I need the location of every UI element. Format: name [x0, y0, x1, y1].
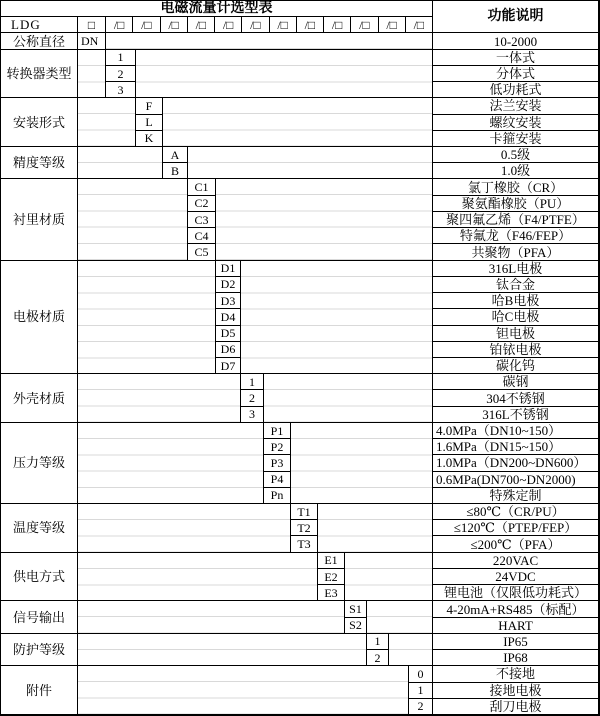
code-cell: P1 [264, 423, 291, 439]
desc-cell: 哈C电极 [433, 309, 599, 325]
model-boxes [106, 17, 433, 33]
model-box: /□ [296, 17, 323, 32]
code-cell: 2 [367, 650, 389, 666]
code-cell: P3 [264, 455, 291, 471]
table-title: 电磁流量计选型表 [1, 1, 433, 17]
desc-cell: 0.5级 [433, 147, 599, 163]
desc-cell: 哈B电极 [433, 293, 599, 309]
code-cell: 0 [409, 666, 433, 682]
code-cell: D4 [216, 309, 241, 325]
group-label: 温度等级 [1, 504, 78, 553]
desc-cell: 特殊定制 [433, 488, 599, 504]
desc-cell: 碳化钨 [433, 358, 599, 374]
code-cell: D1 [216, 261, 241, 277]
desc-cell: 铂铱电极 [433, 342, 599, 358]
desc-cell: 304不锈钢 [433, 390, 599, 406]
model-box: /□ [378, 17, 405, 32]
empty-cell [216, 179, 433, 260]
group-label: 附件 [1, 666, 78, 715]
desc-cell: ≤120℃（PTEP/FEP） [433, 520, 599, 536]
desc-cell: 聚四氟乙烯（F4/PTFE） [433, 212, 599, 228]
code-cell: 1 [106, 50, 136, 66]
desc-cell: 1.0级 [433, 163, 599, 179]
code-cell: E2 [318, 569, 345, 585]
desc-cell: 接地电极 [433, 683, 599, 699]
empty-cell [78, 179, 188, 260]
code-cell: K [136, 131, 163, 147]
group-label: 安装形式 [1, 98, 78, 147]
desc-cell: IP65 [433, 634, 599, 650]
model-box: /□ [405, 17, 432, 32]
desc-cell: 316L电极 [433, 261, 599, 277]
empty-cell [78, 98, 136, 147]
group-label: 外壳材质 [1, 374, 78, 423]
desc-header: 功能说明 [433, 1, 599, 33]
code-cell: 2 [241, 390, 264, 406]
desc-cell: HART [433, 618, 599, 634]
empty-cell [78, 423, 264, 504]
desc-cell: 法兰安装 [433, 98, 599, 114]
code-cell: 1 [367, 634, 389, 650]
code-cell: B [163, 163, 188, 179]
code-cell: 3 [106, 82, 136, 98]
desc-cell: IP68 [433, 650, 599, 666]
code-cell: T3 [291, 536, 318, 552]
model-first-box: □ [78, 17, 106, 33]
code-cell: C5 [188, 244, 216, 260]
desc-cell: 钽电极 [433, 326, 599, 342]
code-cell: A [163, 147, 188, 163]
model-box: /□ [350, 17, 377, 32]
model-box: /□ [269, 17, 296, 32]
model-box: /□ [160, 17, 187, 32]
desc-cell: 氯丁橡胶（CR） [433, 179, 599, 195]
empty-cell [345, 553, 433, 602]
model-prefix: LDG [1, 17, 78, 33]
model-box: /□ [132, 17, 159, 32]
code-cell: S1 [345, 601, 367, 617]
empty-cell [78, 601, 345, 633]
code-cell: C2 [188, 196, 216, 212]
desc-cell: 共聚物（PFA） [433, 244, 599, 260]
desc-cell: 1.0MPa（DN200~DN600） [433, 455, 599, 471]
code-cell: T1 [291, 504, 318, 520]
empty-cell [163, 98, 433, 147]
model-box: /□ [323, 17, 350, 32]
empty-cell [367, 601, 433, 633]
code-cell: P4 [264, 472, 291, 488]
desc-cell: 24VDC [433, 569, 599, 585]
code-cell: D2 [216, 277, 241, 293]
code-cell: D6 [216, 342, 241, 358]
group-label: 压力等级 [1, 423, 78, 504]
group-label: 供电方式 [1, 553, 78, 602]
code-cell: 2 [409, 699, 433, 715]
desc-cell: 316L不锈钢 [433, 407, 599, 423]
code-cell: S2 [345, 618, 367, 634]
empty-cell [188, 147, 433, 179]
model-box: /□ [113, 17, 125, 32]
model-box: /□ [241, 17, 268, 32]
group-label: 信号输出 [1, 601, 78, 633]
desc-cell: 10-2000 [433, 33, 599, 49]
empty-cell [106, 33, 433, 49]
group-label: 公称直径 [1, 33, 78, 49]
desc-cell: 分体式 [433, 66, 599, 82]
model-box: /□ [214, 17, 241, 32]
empty-cell [264, 374, 433, 423]
desc-cell: 聚氨酯橡胶（PU） [433, 196, 599, 212]
code-cell: D5 [216, 326, 241, 342]
code-cell: E1 [318, 553, 345, 569]
desc-cell: 特氟龙（F46/FEP） [433, 228, 599, 244]
empty-cell [78, 553, 318, 602]
code-cell: E3 [318, 585, 345, 601]
group-label: 转换器类型 [1, 50, 78, 99]
desc-cell: 卡箍安装 [433, 131, 599, 147]
desc-cell: 刮刀电极 [433, 699, 599, 715]
code-cell: F [136, 98, 163, 114]
group-label: 衬里材质 [1, 179, 78, 260]
desc-cell: 1.6MPa（DN15~150） [433, 439, 599, 455]
code-cell: C1 [188, 179, 216, 195]
desc-cell: 低功耗式 [433, 82, 599, 98]
group-label: 电极材质 [1, 261, 78, 375]
code-cell: D7 [216, 358, 241, 374]
desc-cell: 4-20mA+RS485（标配） [433, 601, 599, 617]
code-cell: 2 [106, 66, 136, 82]
code-cell: DN [78, 33, 106, 49]
desc-cell: 锂电池（仅限低功耗式） [433, 585, 599, 601]
empty-cell [78, 666, 409, 715]
desc-cell: ≤80℃（CR/PU） [433, 504, 599, 520]
empty-cell [78, 374, 241, 423]
desc-cell: 4.0MPa（DN10~150） [433, 423, 599, 439]
desc-cell: 螺纹安装 [433, 115, 599, 131]
code-cell: Pn [264, 488, 291, 504]
code-cell: P2 [264, 439, 291, 455]
empty-cell [241, 261, 433, 375]
code-cell: C4 [188, 228, 216, 244]
empty-cell [78, 147, 163, 179]
group-label: 防护等级 [1, 634, 78, 666]
empty-cell [389, 634, 433, 666]
desc-cell: 一体式 [433, 50, 599, 66]
empty-cell [318, 504, 433, 553]
empty-cell [136, 50, 433, 99]
desc-cell: 钛合金 [433, 277, 599, 293]
code-cell: C3 [188, 212, 216, 228]
code-cell: 1 [241, 374, 264, 390]
desc-cell: 不接地 [433, 666, 599, 682]
code-cell: 1 [409, 683, 433, 699]
desc-cell: 0.6MPa(DN700~DN2000) [433, 472, 599, 488]
code-cell: T2 [291, 520, 318, 536]
empty-cell [78, 50, 106, 99]
code-cell: 3 [241, 407, 264, 423]
code-cell: D3 [216, 293, 241, 309]
empty-cell [78, 634, 367, 666]
group-label: 精度等级 [1, 147, 78, 179]
code-cell: L [136, 115, 163, 131]
desc-cell: ≤200℃（PFA） [433, 536, 599, 552]
empty-cell [291, 423, 433, 504]
desc-cell: 220VAC [433, 553, 599, 569]
desc-cell: 碳钢 [433, 374, 599, 390]
empty-cell [78, 504, 291, 553]
model-box: /□ [187, 17, 214, 32]
empty-cell [78, 261, 216, 375]
